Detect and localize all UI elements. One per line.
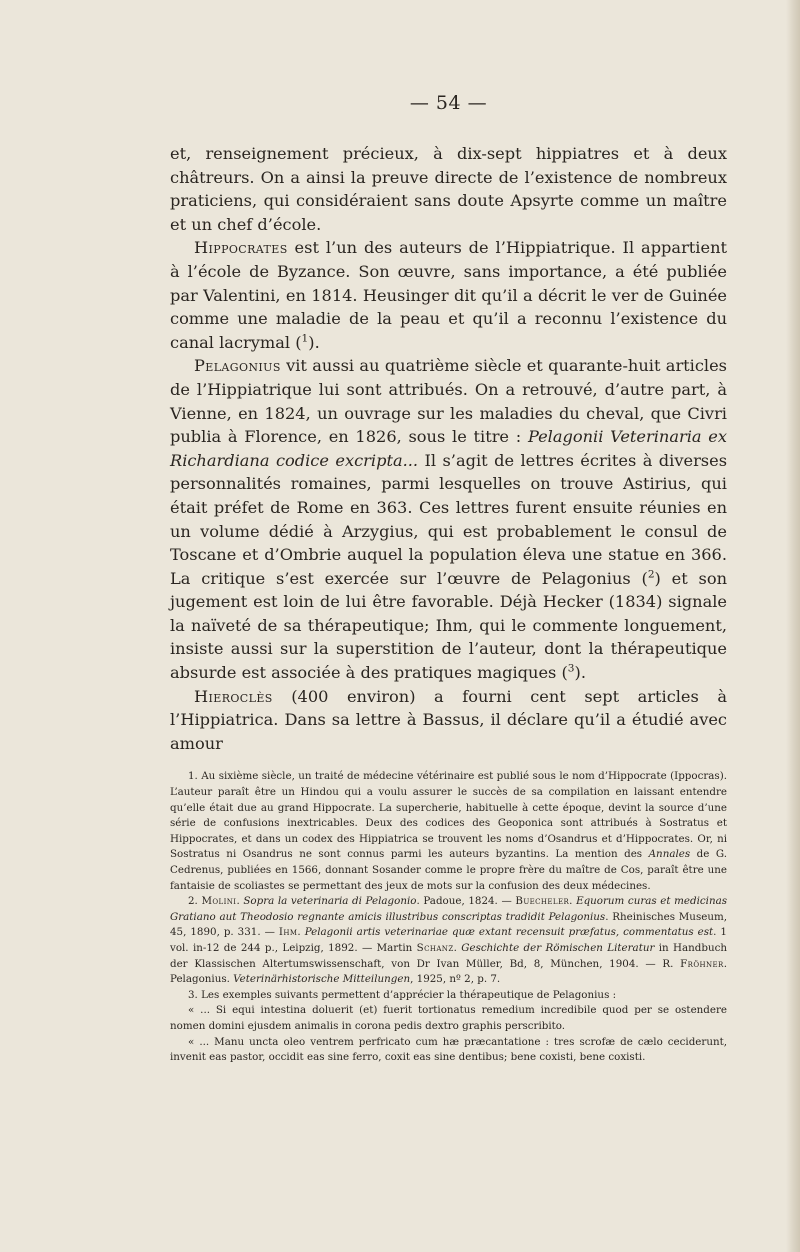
text-run: . Padoue, 1824. — [416, 895, 516, 908]
text-run: ). [308, 332, 320, 352]
text-run: ). [574, 663, 586, 683]
paragraph-pelagonius [170, 354, 727, 684]
text-run: 2. [188, 895, 202, 908]
italic-title: Equorum curas et medicinas Gratiano aut Theodosio regnante amicis illustribus conscriptas tradidit Pelagonius [170, 895, 728, 923]
footnote-3-quote-2 [170, 1035, 727, 1066]
page-edge-shadow [786, 0, 800, 1252]
text-run: . Rheinisches Museum, 45, 1890, p. 331. — [170, 910, 727, 939]
text-run: « ... Si equi intestina doluerit (et) fuerit tortionatus remedium incredibile quod per se ostendere nomen domini ejusdem animalis in corona pedis dextro graphis perscribito. [170, 1004, 727, 1032]
paragraph-hippocrates [170, 236, 727, 354]
footnote-3-quote-1 [170, 1003, 727, 1034]
text-run: . [297, 926, 305, 939]
body-text [170, 142, 727, 755]
footnote-ref: 1 [301, 332, 309, 345]
author-name: Ihm [278, 926, 298, 939]
italic-title: Geschichte der Römischen Literatur [461, 941, 655, 954]
text-run: Il s’agit de lettres écrites à diverses personnalités romaines, parmi lesquelles on trouve Astirius, qui était préfet de Rome en 363. Ces lettres furent ensuite réunies en un volume dédié à Arzygius, qui est probablement le consul de Toscane et d’Ombrie auquel la population éleva une statue en 366. La critique s’est exercée sur l’œuvre de Pelagonius ( [170, 450, 727, 588]
italic-title: Veterinärhistorische Mitteilungen [233, 973, 411, 986]
text-run: vit aussi au quatrième siècle et quarante-huit articles de l’Hippiatrique lui sont attribués. On a retrouvé, d’autre part, à Vienne, en 1824, un ouvrage sur les maladies du cheval, que Civri publia à Florence, en 1826, sous le titre : [170, 356, 727, 447]
author-name: Pelagonius [194, 356, 281, 376]
text-run: (400 environ) a fourni cent sept articles à l’Hippiatrica. Dans sa lettre à Bassus, il déclare qu’il a étudié avec amour [170, 686, 727, 753]
text-run: . 1 vol. in-12 de 244 p., Leipzig, 1892. — Martin [170, 926, 727, 954]
italic-title: Annales [648, 848, 691, 861]
text-run: et, renseignement précieux, à dix-sept hippiatres et à deux châtreurs. On a ainsi la preuve directe de l’existence de nombreux praticiens, qui considéraient sans doute Apsyrte comme un maître et un chef d’école. [170, 144, 727, 234]
text-run: . [236, 895, 244, 908]
author-name: Buecheler [515, 895, 570, 908]
text-run: est l’un des auteurs de l’Hippiatrique. Il appartient à l’école de Byzance. Son œuvre, sans importance, a été publiée par Valentini, en 1814. Heusinger dit qu’il a décrit le ver de Guinée comme une maladie de la peau et qu’il a reconnu l’existence du canal lacrymal ( [170, 238, 727, 352]
author-name: Schanz [416, 941, 454, 954]
footnote-ref: 3 [567, 662, 575, 675]
footnote-1 [170, 769, 727, 894]
italic-title: Sopra la veterinaria di Pelagonio [243, 895, 417, 908]
text-run: . [569, 895, 577, 908]
text-run: 3. Les exemples suivants permettent d’apprécier la thérapeutique de Pelagonius : [188, 988, 617, 1001]
text-run: 1. Au sixième siècle, un traité de médecine vétérinaire est publié sous le nom d’Hippocrate (Ippocras). L’auteur paraît être un Hindou qui a voulu assurer le succès de sa compilation en laissant entendre qu’elle était due au grand Hippocrate. La supercherie, habituelle à cette époque, devint la source d’une série de confusions inextricables. Deux des codices des Geoponica sont attribués à Sostratus et Hippocrates, et dans un codex des Hippiatrica se trouvent les noms d’Osandrus et d’Hippocrates. Or, ni Sostratus ni Osandrus ne sont connus parmi les auteurs byzantins. La mention des [170, 770, 727, 861]
text-run: . [453, 941, 462, 954]
book-page [170, 92, 727, 1066]
paragraph [170, 142, 727, 236]
italic-title: Pelagonii Veterinaria ex Richardiana codice excripta... [170, 427, 727, 470]
footnote-ref: 2 [647, 568, 655, 581]
author-name: Molini [201, 895, 237, 908]
author-name: Hippocrates [194, 238, 288, 258]
paragraph-hierocles [170, 685, 727, 756]
author-name: Fröhner [680, 957, 724, 970]
text-run: in Handbuch der Klassischen Altertumswissenschaft, von Dr Ivan Müller, Bd, 8, München, 1904. — R. [170, 941, 727, 970]
italic-title: Pelagonii artis veterinariae quæ extant recensuit præfatus, commentatus est [304, 926, 714, 939]
page-number: — 54 — [409, 92, 488, 114]
text-run: ) et son jugement est loin de lui être favorable. Déjà Hecker (1834) signale la naïveté de sa thérapeutique; Ihm, qui le commente longuement, insiste aussi sur la superstition de l’auteur, dont la thérapeutique absurde est associée à des pratiques magiques ( [170, 568, 727, 683]
footnotes [170, 769, 727, 1065]
text-run: « ... Manu uncta oleo ventrem perfricato cum hæ præcantatione : tres scrofæ de cælo ceciderunt, invenit eas pastor, occidit eas sine ferro, coxit eas sine dentibus; bene coxisti, bene coxisti. [170, 1035, 727, 1064]
footnote-2 [170, 894, 727, 988]
text-run: , 1925, nº 2, p. 7. [410, 973, 501, 986]
text-run: de G. Cedrenus, publiées en 1566, donnant Sosander comme le propre frère du maître de Cos, paraît être une fantaisie de scoliastes se permettant des jeux de mots sur la confusion des deux médecines. [170, 848, 727, 892]
text-run: . Pelagonius. [170, 957, 727, 986]
footnote-3 [170, 988, 727, 1004]
author-name: Hieroclès [194, 686, 273, 706]
